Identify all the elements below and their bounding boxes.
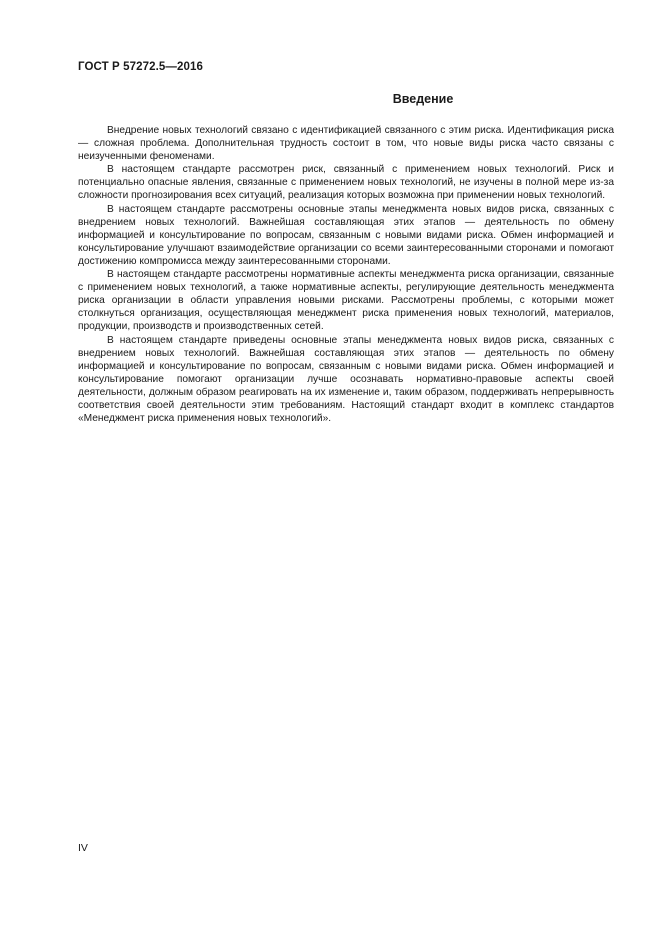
body-text	[78, 124, 614, 425]
section-title: Введение	[392, 92, 454, 106]
paragraph-1: Внедрение новых технологий связано с идентификацией связанного с этим риска. Идентификация риска — сложная проблема. Дополнительная трудность состоит в том, что новые виды риска часто связаны с неизученными феноменами.	[78, 125, 614, 163]
paragraph-3: В настоящем стандарте рассмотрены основные этапы менеджмента новых видов риска, связанных с внедрением новых технологий. Важнейшая составляющая этих этапов — деятельность по обмену информацией и консультирование по вопросам, связанным с новыми видами риска. Обмен информацией и консультирование улучшают взаимодействие организации со всеми заинтересованными сторонами и помогают достижению компромисса между заинтересованными сторонами.	[78, 203, 614, 267]
document-code: ГОСТ Р 57272.5—2016	[78, 61, 203, 73]
paragraph-5: В настоящем стандарте приведены основные этапы менеджмента новых видов риска, связанных с внедрением новых технологий. Важнейшая составляющая этих этапов — деятельность по обмену информацией и консультирование по вопросам, связанным с новыми видами риска. Обмен информацией и консультирование помогают организации лучше осознавать нормативно-правовые аспекты своей деятельности, должным образом реагировать на их изменение и, таким образом, поддерживать непрерывность соответствия своей деятельности этим требованиям. Настоящий стандарт входит в комплекс стандартов «Менеджмент риска применения новых технологий».	[78, 334, 614, 425]
page-number: IV	[78, 842, 88, 854]
paragraph-2: В настоящем стандарте рассмотрен риск, связанный с применением новых технологий. Риск и потенциально опасные явления, связанные с применением новых технологий, не изучены в полной мере из-за сложности прогнозирования всех ситуаций, реализация которых возможна при применении новых технологий.	[78, 164, 614, 202]
paragraph-4: В настоящем стандарте рассмотрены нормативные аспекты менеджмента риска организации, связанные с применением новых технологий, а также нормативные аспекты, регулирующие деятельность менеджмента риска организации в области управления новыми рисками. Рассмотрены проблемы, с которыми может столкнуться организация, осуществляющая менеджмент риска применения новых технологий, материалов, продукции, производств и производственных сетей.	[78, 269, 614, 333]
